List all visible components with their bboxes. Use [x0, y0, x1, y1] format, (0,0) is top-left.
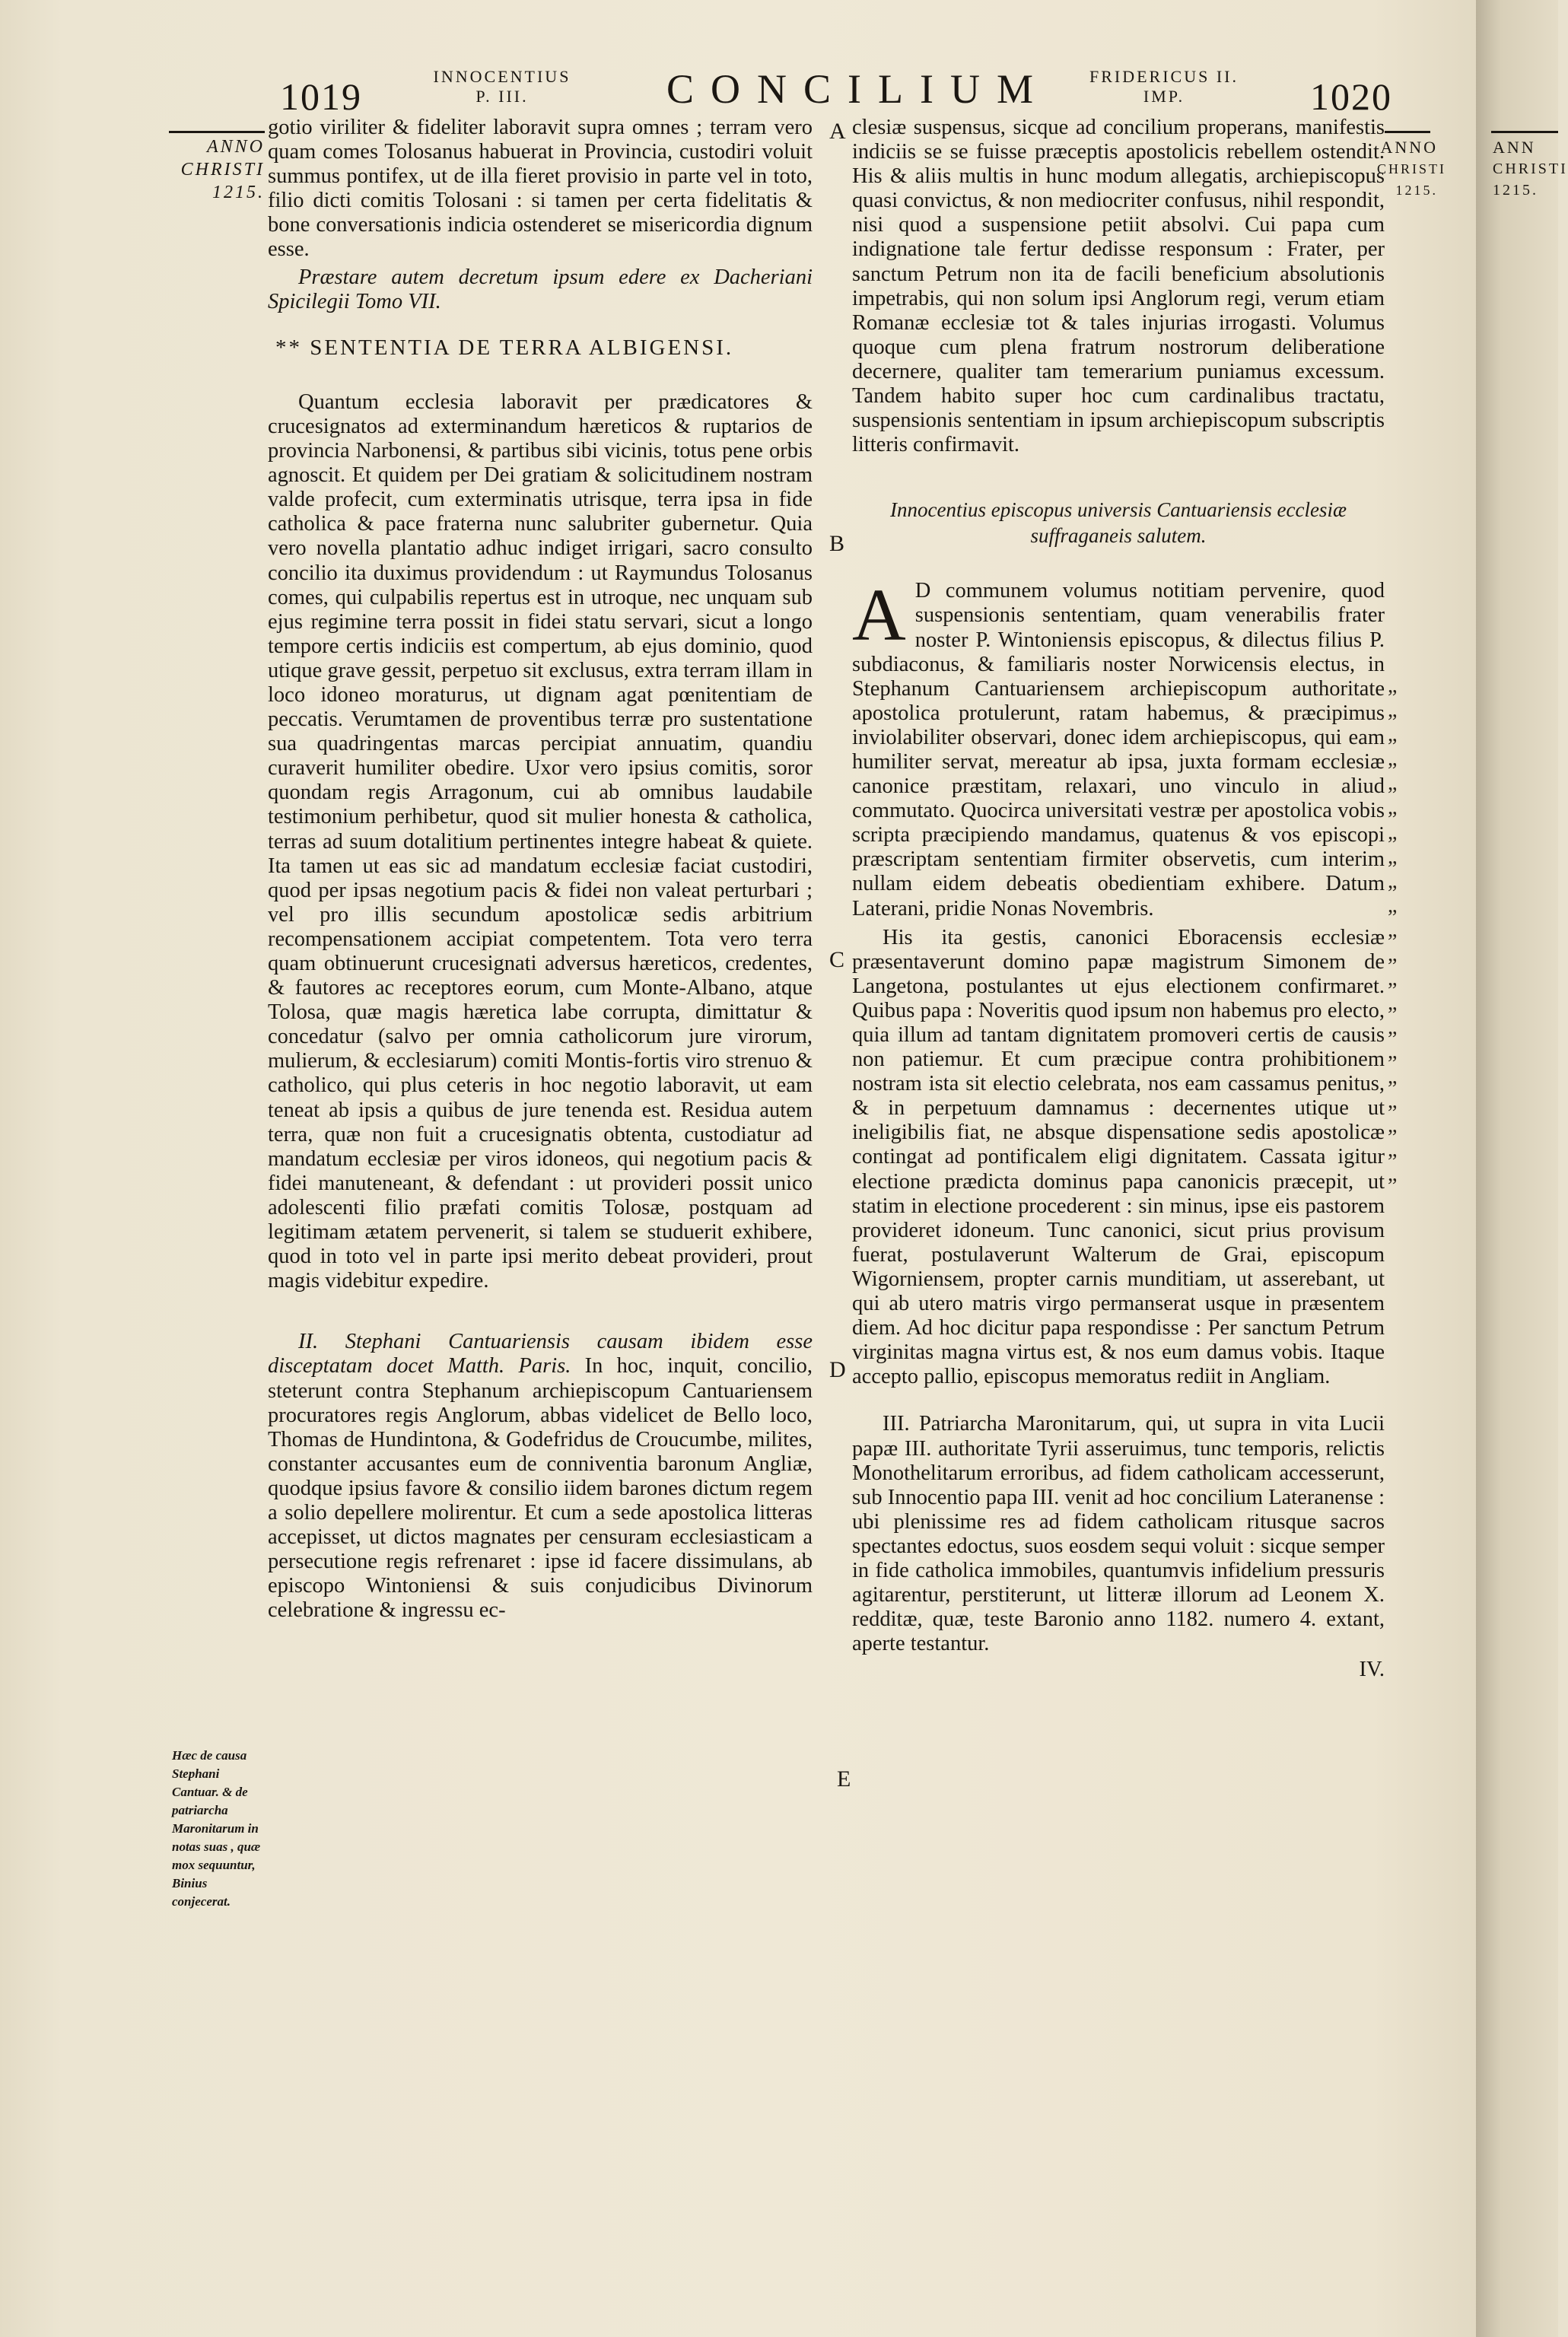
letter-paragraph: [852, 574, 1385, 920]
section-heading-albigensi: ** SENTENTIA DE TERRA ALBIGENSI.: [275, 335, 734, 360]
letter-heading: Innocentius episcopus universis Cantuariensis ecclesiæ suffraganeis salutem.: [890, 498, 1347, 548]
left-paragraph-4-text: In hoc, inquit, concilio, steterunt contra Stephanum archiepiscopum Cantuariensem procuratores regis Anglorum, abbas videlicet de Bello loco, Thomas de Hundintona, & Godefridus de Croucumbe, milites, constanter accusantes eum de conniventia baronum Angliæ, quodque ipsius favore & consilio iidem barones dictum regem a solio depellere molirentur. Et cum a sede apostolica litteras accepisset, ut dictos magnates per censuram ecclesiasticam a persecutione regis refrenaret : ipse id facere dissimulans, ab episcopo Wintoniensi & suis conjudicibus Divinorum celebratione & ingressu ec-: [268, 1354, 813, 1623]
margin-rule-far: [1491, 131, 1558, 133]
margin-christi: CHRISTI: [180, 160, 265, 180]
right-running-head-line1: FRIDERICUS II.: [1089, 67, 1239, 86]
margin-year-right-value: 1215.: [1395, 183, 1438, 198]
right-page-number: 1020: [1310, 75, 1392, 118]
letter-text: D communem volumus notitiam pervenire, quod suspensionis sententiam, quam venerabilis frater noster P. Wintoniensis episcopus, & dilectus filius P. subdiaconus, & familiaris noster Norwicensis electus, in Stephanum Cantuariensem archiepiscopum authoritate apostolica protulerunt, ratam habemus, & præcipimus inviolabiliter observari, donec idem archiepiscopus, qui eam humiliter servat, mereatur ab ipsa, juxta formam ecclesiæ canonice præstitam, relaxari, uno vinculo in aliud commutato. Quocirca universitati vestræ per apostolica vobis scripta præcipiendo mandamus, quatenus & vos episcopi præscriptam sententiam firmiter observetis, cum interim nullam eidem debeatis obedientiam exhibere. Datum Laterani, pridie Nonas Novembris.: [852, 579, 1385, 920]
page-title: CONCILIUM: [666, 66, 1050, 112]
quote-marks: „ „ „ „ „ „ „ „ „ „ „ „ „ „ „ „ „ „ „ „ „: [1388, 674, 1398, 1186]
margin-christi-far: CHRISTI: [1493, 161, 1568, 177]
right-running-head-line2: IMP.: [1143, 87, 1185, 106]
margin-anno-right: ANNO: [1380, 138, 1438, 157]
page-gutter: [1476, 0, 1568, 2337]
left-paragraph-3: Quantum ecclesia laboravit per prædicatores & crucesignatos ad exterminandum hæreticos & ruptarios de provincia Narbonensi, & partibus sibi vicinis, totus pene orbis agnoscit. Et quidem per Dei gratiam & solicitudinem nostram valde profecit, cum exterminatis utrisque, terra ipsa in fide catholica & pace fraterna nunc salubriter gubernetur. Quia vero novella plantatio adhuc indiget irrigari, sacro consulto concilio ita duximus providendum : ut Raymundus Tolosanus comes, qui culpabilis repertus est in utroque, nec unquam sub ejus regimine terra possit in fidei statu servari, sicut a longo tempore certis indiciis est compertum, ab ejus dominio, quod utique grave gessit, perpetuo sit exclusus, extra terram illam in loco idoneo moraturus, ut dignam agat pœnitentiam de peccatis. Verumtamen de proventibus terræ pro sustentatione sua quadringentas marcas percipiat annuatim, quandiu curaverit humiliter obedire. Uxor vero ipsius comitis, soror quondam regis Arragonum, cui ab omnibus laudabile testimonium perhibetur, quod sit mulier honesta & catholica, terras ad suum dotalitium pertinentes integre habeat & quiete. Ita tamen ut eas sic ad mandatum ecclesiæ faciat custodiri, quod per ipsas negotium pacis & fidei non valeat perturbari ; vel pro illis secundum apostolicæ sedis arbitrium recompensationem accipiat competentem. Tota vero terra quam obtinuerunt crucesignati adversus hæreticos, credentes, & fautores ac receptores eorum, cum Monte-Albano, atque Tolosa, quæ magis hæretica labe corrupta, dimittatur & concedatur (salvo per omnia catholicorum jure virorum, mulierum, & ecclesiarum) comiti Montis-fortis viro strenuo & catholico, qui plus ceteris in hoc negotio laboravit, ut eam teneat ab ipsis a quibus de jure tenenda est. Residua autem terra, quæ non fuit a crucesignatis obtenta, custodiatur ad mandatum ecclesiæ per viros idoneos, qui negotium pacis & fidei manuteneant, & defendant : ut provideri possit unico adolescenti filio præfati comitis Tolosæ, postquam ad legitimam ætatem pervenerit, si talem se studuerit exhibere, quod in toto vel in parte ipsi merito debeat provideri, prout magis videbitur expedire.: [268, 390, 813, 1293]
margin-year-left: [169, 135, 265, 204]
left-paragraph-1: gotio viriliter & fideliter laboravit supra omnes ; terram vero quam comes Tolosanus habuerat in Provincia, custodiri voluit summus pontifex, ut de illa fieret provisio in parte vel in toto, filio dicti comitis Tolosani : si tamen per certa fidelitatis & bone conversationis indicia ostenderet se misericordia dignum esse.: [268, 116, 813, 262]
left-page-number: 1019: [280, 75, 362, 118]
right-paragraph-2: His ita gestis, canonici Eboracensis ecclesiæ præsentaverunt domino papæ magistrum Simonem de Langetona, postulantes ut ejus electionem confirmaret. Quibus papa : Noveritis quod ipsum non habemus pro electo, quia illum ad tantam dignitatem promoveri certis de causis non patiemur. Et cum præcipue contra prohibitionem nostram ista sit electio celebrata, nos eam cassamus penitus, & in perpetuum damnamus : decernentes utique ut ineligibilis fiat, ne absque dispensatione sedis apostolicæ contingat ad pontificalem eligi dignitatem. Cassata igitur electione prædicta dominus papa canonicis præcepit, ut statim in electione procederent : sin minus, ipse eis pastorem provideret idoneum. Tunc canonici, sicut prius provisum fuerat, postulaverunt Walterum de Grai, episcopum Wigorniensem, propter carnis munditiam, ut asserebant, ut qui ab utero matris virgo permanserat usque in præsentem diem. Ad hoc dicitur papa respondisse : Per sanctum Petrum virginitas magna virtus est, & nos eum damus vobis. Itaque accepto pallio, episcopus memoratus rediit in Angliam.: [852, 925, 1385, 1389]
right-paragraph-1: clesiæ suspensus, sicque ad concilium properans, manifestis indiciis se se fuisse præceptis apostolicis rebellem ostendit. His & aliis multis in hunc modum allegatis, archiepiscopus quasi convictus, & non mediocriter confusus, nihil respondit, nisi quod a suspensione petiit absolvi. Cui papa cum indignatione tale fertur dedisse responsum : Frater, per sanctum Petrum non ita de facili beneficium absolutionis impetrabis, qui non solum ipsi Anglorum regi, verum etiam Romanæ ecclesiæ tot & tales injurias irrogasti. Volumus quoque cum plena fratrum nostrorum deliberatione decernere, qualiter tam temerarium puniamus excessum. Tandem habito super hoc cum cardinalibus tractatu, suspensionis sententiam in ipsum archiepiscopum subscriptis litteris confirmavit.: [852, 116, 1385, 457]
margin-year-far-value: 1215.: [1493, 182, 1538, 199]
margin-rule: [169, 131, 265, 133]
left-paragraph-4: [268, 1330, 813, 1623]
section-letter-d: D: [829, 1357, 846, 1382]
margin-year-far: [1493, 137, 1568, 201]
margin-anno: ANNO: [206, 137, 265, 157]
left-column: [268, 116, 813, 1623]
margin-year-right: [1377, 137, 1447, 201]
margin-rule-right: [1385, 131, 1430, 133]
right-paragraph-3: III. Patriarcha Maronitarum, qui, ut supra in vita Lucii papæ III. authoritate Tyrii asseruimus, tunc temporis, relictis Monothelitarum erroribus, ad fidem catholicam accesserunt, sub Innocentio papa III. venit ad hoc concilium Lateranense : ubi plenissime res ad fidem catholicam ritusque sacros spectantes edoctus, suos eosdem sequi voluit : sicque semper in fide catholica immobiles, quantumvis infidelium pressuris agitarentur, perstiterunt, ut litteræ illorum ad Leonem X. redditæ, quæ, teste Baronio anno 1182. numero 4. extant, aperte testantur.: [852, 1412, 1385, 1656]
section-letter-c: C: [829, 947, 845, 972]
left-running-head: [426, 67, 578, 107]
left-running-head-line1: INNOCENTIUS: [433, 67, 571, 86]
left-paragraph-2: Præstare autem decretum ipsum edere ex Dacheriani Spicilegii Tomo VII.: [268, 265, 813, 313]
section-letter-b: B: [829, 531, 845, 556]
left-running-head-line2: P. III.: [475, 87, 529, 106]
side-note: Hæc de causa Stephani Cantuar. & de patriarcha Maronitarum in notas suas , quæ mox sequuntur, Binius conjecerat.: [172, 1748, 261, 1909]
margin-year: 1215.: [212, 183, 265, 202]
catchword: IV.: [1359, 1658, 1385, 1682]
left-paragraph-4-intro: II. Stephani Cantuariensis causam ibidem esse disceptatam docet Matth. Paris.: [268, 1330, 813, 1378]
section-letter-a: A: [829, 119, 846, 144]
right-column: [852, 116, 1385, 1682]
margin-anno-far: ANN: [1493, 138, 1536, 157]
drop-cap: A: [852, 574, 906, 657]
margin-christi-right: CHRISTI: [1377, 161, 1447, 176]
right-running-head: [1065, 67, 1263, 107]
section-letter-e: E: [837, 1766, 851, 1792]
